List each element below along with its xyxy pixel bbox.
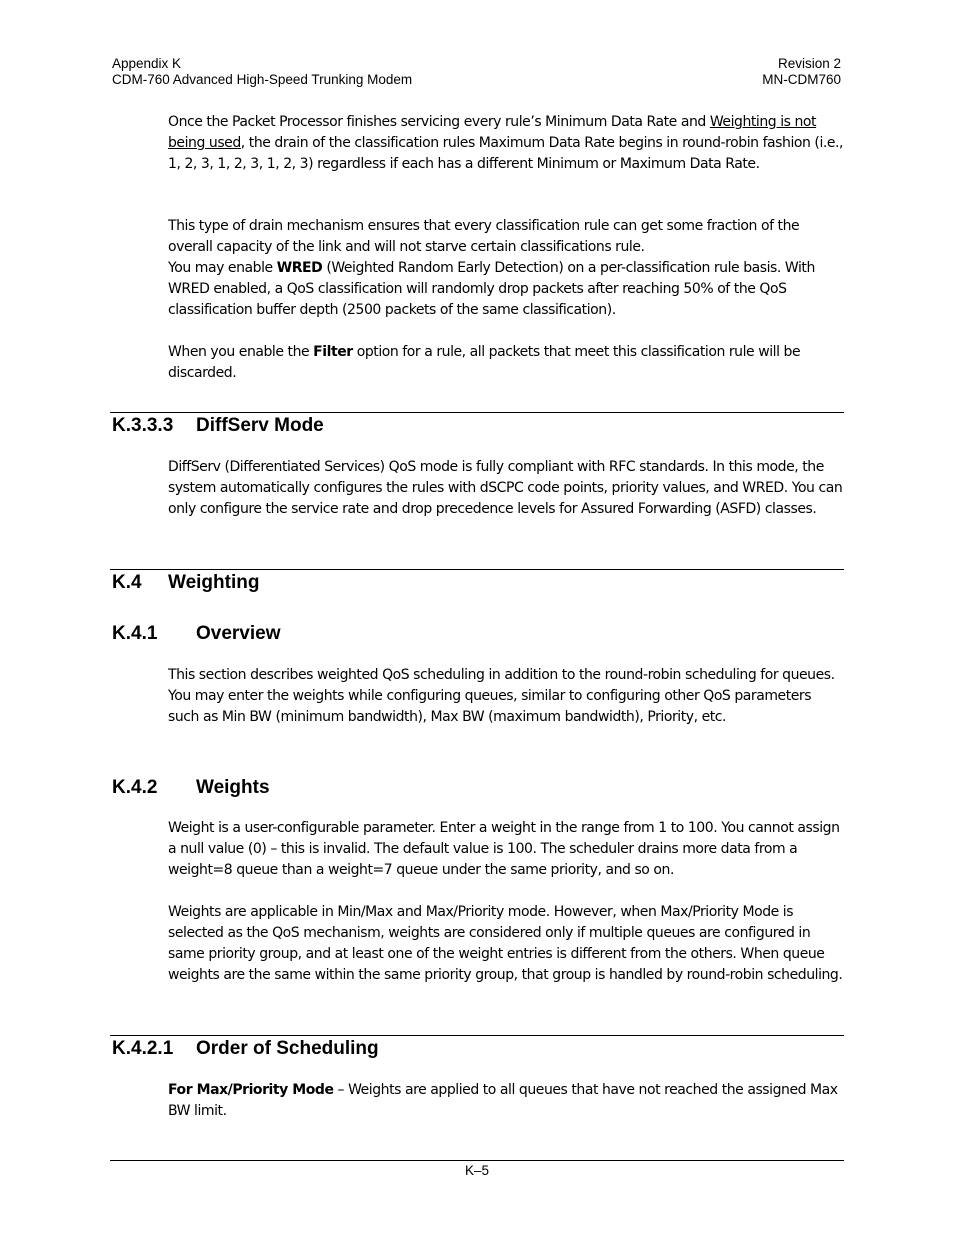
- paragraph-diffserv: DiffServ (Differentiated Services) QoS mode is fully compliant with RFC standards. In this mode, the system automatically configures the rules with dSCPC code points, priority values, and WRED. You can only configure the service rate and drop precedence levels for Assured Forwarding (ASFD) classes.: [168, 459, 843, 517]
- heading-weights: K.4.2 Weights: [112, 777, 270, 798]
- heading-weighting: K.4 Weighting: [112, 572, 260, 593]
- footer-rule: [110, 1160, 844, 1161]
- section-rule: [110, 1035, 844, 1036]
- max-priority-mode-term: For Max/Priority Mode: [168, 1082, 334, 1098]
- paragraph-weights-range: Weight is a user-configurable parameter. Enter a weight in the range from 1 to 100. You cannot assign a null value (0) – this is invalid. The default value is 100. The scheduler drains more data from a weight=8 queue than a weight=7 queue under the same priority, and so on.: [168, 820, 840, 878]
- paragraph-filter: When you enable the Filter option for a rule, all packets that meet this classification rule will be discarded.: [168, 344, 801, 381]
- heading-order-of-scheduling: K.4.2.1 Order of Scheduling: [112, 1038, 379, 1059]
- paragraph-overview: This section describes weighted QoS scheduling in addition to the round-robin scheduling for queues. You may enter the weights while configuring queues, similar to configuring other QoS parameters such as Min BW (minimum bandwidth), Max BW (maximum bandwidth), Priority, etc.: [168, 667, 835, 725]
- page-header-right: [762, 56, 841, 88]
- section-rule: [110, 412, 844, 413]
- document-title: CDM-760 Advanced High-Speed Trunking Modem: [112, 72, 413, 87]
- section-rule: [110, 569, 844, 570]
- underlined-phrase: Weighting is not being used: [168, 114, 817, 151]
- page-header-left: [112, 56, 412, 88]
- paragraph-drain-order: Once the Packet Processor finishes servicing every rule’s Minimum Data Rate and Weighting is not being used, the drain of the classification rules Maximum Data Rate begins in round-robin fashion (i.e., 1, 2, 3, 1, 2, 3, 1, 2, 3) regardless if each has a different Minimum or Maximum Data Rate.: [168, 114, 844, 172]
- heading-diffserv-mode: K.3.3.3 DiffServ Mode: [112, 415, 324, 436]
- appendix-label: Appendix K: [112, 56, 182, 71]
- revision-label: Revision 2: [777, 56, 841, 71]
- page-number: K–5: [464, 1163, 490, 1178]
- heading-overview: K.4.1 Overview: [112, 623, 281, 644]
- filter-term: Filter: [313, 344, 353, 360]
- paragraph-weights-modes: Weights are applicable in Min/Max and Max/Priority mode. However, when Max/Priority Mode is selected as the QoS mechanism, weights are considered only if multiple queues are configured in same priority group, and at least one of the weight entries is different from the others. When queue weights are the same within the same priority group, that group is handled by round-robin scheduling.: [168, 904, 843, 983]
- paragraph-drain-mechanism: This type of drain mechanism ensures that every classification rule can get some fraction of the overall capacity of the link and will not starve certain classifications rule. You may enable WRED (Weighted Random Early Detection) on a per-classification rule basis. With WRED enabled, a QoS classification will randomly drop packets after reaching 50% of the QoS classification buffer depth (2500 packets of the same classification).: [168, 218, 815, 318]
- manual-number: MN-CDM760: [762, 72, 841, 87]
- wred-term: WRED: [276, 260, 323, 276]
- paragraph-max-priority-mode: For Max/Priority Mode – Weights are applied to all queues that have not reached the assigned Max BW limit.: [168, 1082, 838, 1119]
